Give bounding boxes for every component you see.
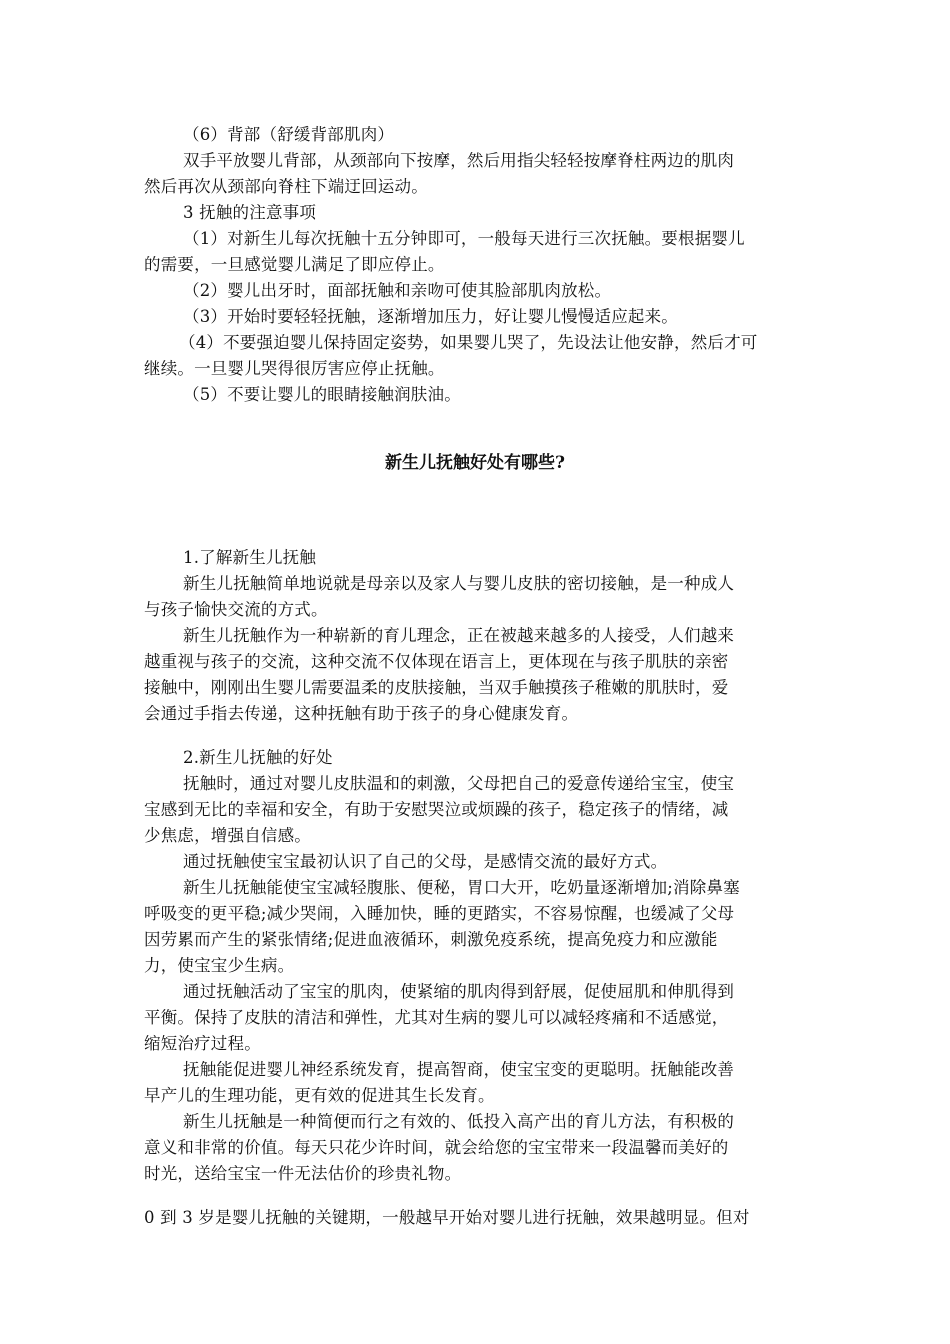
paragraph-line: 的需要，一旦感觉婴儿满足了即应停止。	[144, 255, 445, 274]
paragraph-line: （1）对新生儿每次抚触十五分钟即可，一般每天进行三次抚触。要根据婴儿	[183, 229, 745, 248]
paragraph-line: 会通过手指去传递，这种抚触有助于孩子的身心健康发育。	[144, 704, 579, 723]
paragraph-line: 少焦虑，增强自信感。	[144, 826, 311, 845]
paragraph-line: （5）不要让婴儿的眼睛接触润肤油。	[183, 385, 461, 404]
paragraph-line: 接触中，刚刚出生婴儿需要温柔的皮肤接触，当双手触摸孩子稚嫩的肌肤时，爱	[144, 678, 729, 697]
section-heading: 2.新生儿抚触的好处	[183, 748, 333, 767]
article-title: 新生儿抚触好处有哪些?	[385, 453, 565, 473]
subsection-heading-back: （6）背部（舒缓背部肌肉）	[183, 125, 395, 144]
paragraph-line: 力，使宝宝少生病。	[144, 956, 295, 975]
paragraph-line: 与孩子愉快交流的方式。	[144, 600, 328, 619]
paragraph-line: 继续。一旦婴儿哭得很厉害应停止抚触。	[144, 359, 445, 378]
paragraph-line: 新生儿抚触是一种简便而行之有效的、低投入高产出的育儿方法，有积极的	[183, 1112, 735, 1131]
paragraph-line: 通过抚触活动了宝宝的肌肉，使紧缩的肌肉得到舒展，促使屈肌和伸肌得到	[183, 982, 735, 1001]
paragraph-line: 新生儿抚触作为一种崭新的育儿理念，正在被越来越多的人接受，人们越来	[183, 626, 735, 645]
paragraph-line: 缩短治疗过程。	[144, 1034, 261, 1053]
paragraph-line: 平衡。保持了皮肤的清洁和弹性，尤其对生病的婴儿可以减轻疼痛和不适感觉，	[144, 1008, 729, 1027]
paragraph-line: 0 到 3 岁是婴儿抚触的关键期，一般越早开始对婴儿进行抚触，效果越明显。但对	[144, 1208, 750, 1227]
paragraph-line: 新生儿抚触简单地说就是母亲以及家人与婴儿皮肤的密切接触，是一种成人	[183, 574, 735, 593]
paragraph-line: 双手平放婴儿背部，从颈部向下按摩，然后用指尖轻轻按摩脊柱两边的肌肉	[183, 151, 735, 170]
paragraph-line: 因劳累而产生的紧张情绪;促进血液循环，刺激免疫系统，提高免疫力和应激能	[144, 930, 718, 949]
section-heading: 1.了解新生儿抚触	[183, 548, 317, 567]
paragraph-line: 呼吸变的更平稳;减少哭闹，入睡加快，睡的更踏实，不容易惊醒，也缓减了父母	[144, 904, 735, 923]
paragraph-line: （2）婴儿出牙时，面部抚触和亲吻可使其脸部肌肉放松。	[183, 281, 612, 300]
paragraph-line: （4）不要强迫婴儿保持固定姿势，如果婴儿哭了，先设法让他安静，然后才可	[179, 333, 758, 352]
paragraph-line: 抚触时，通过对婴儿皮肤温和的刺激，父母把自己的爱意传递给宝宝，使宝	[183, 774, 735, 793]
paragraph-line: 通过抚触使宝宝最初认识了自己的父母，是感情交流的最好方式。	[183, 852, 668, 871]
paragraph-line: 越重视与孩子的交流，这种交流不仅体现在语言上，更体现在与孩子肌肤的亲密	[144, 652, 729, 671]
paragraph-line: 时光，送给宝宝一件无法估价的珍贵礼物。	[144, 1164, 462, 1183]
paragraph-line: （3）开始时要轻轻抚触，逐渐增加压力，好让婴儿慢慢适应起来。	[183, 307, 678, 326]
paragraph-line: 新生儿抚触能使宝宝减轻腹胀、便秘，胃口大开，吃奶量逐渐增加;消除鼻塞	[183, 878, 740, 897]
paragraph-line: 早产儿的生理功能，更有效的促进其生长发育。	[144, 1086, 495, 1105]
paragraph-line: 宝感到无比的幸福和安全，有助于安慰哭泣或烦躁的孩子，稳定孩子的情绪，减	[144, 800, 729, 819]
section-heading-precautions: 3 抚触的注意事项	[183, 203, 317, 222]
paragraph-line: 抚触能促进婴儿神经系统发育，提高智商，使宝宝变的更聪明。抚触能改善	[183, 1060, 735, 1079]
paragraph-line: 意义和非常的价值。每天只花少许时间，就会给您的宝宝带来一段温馨而美好的	[144, 1138, 729, 1157]
paragraph-line: 然后再次从颈部向脊柱下端迂回运动。	[144, 177, 428, 196]
